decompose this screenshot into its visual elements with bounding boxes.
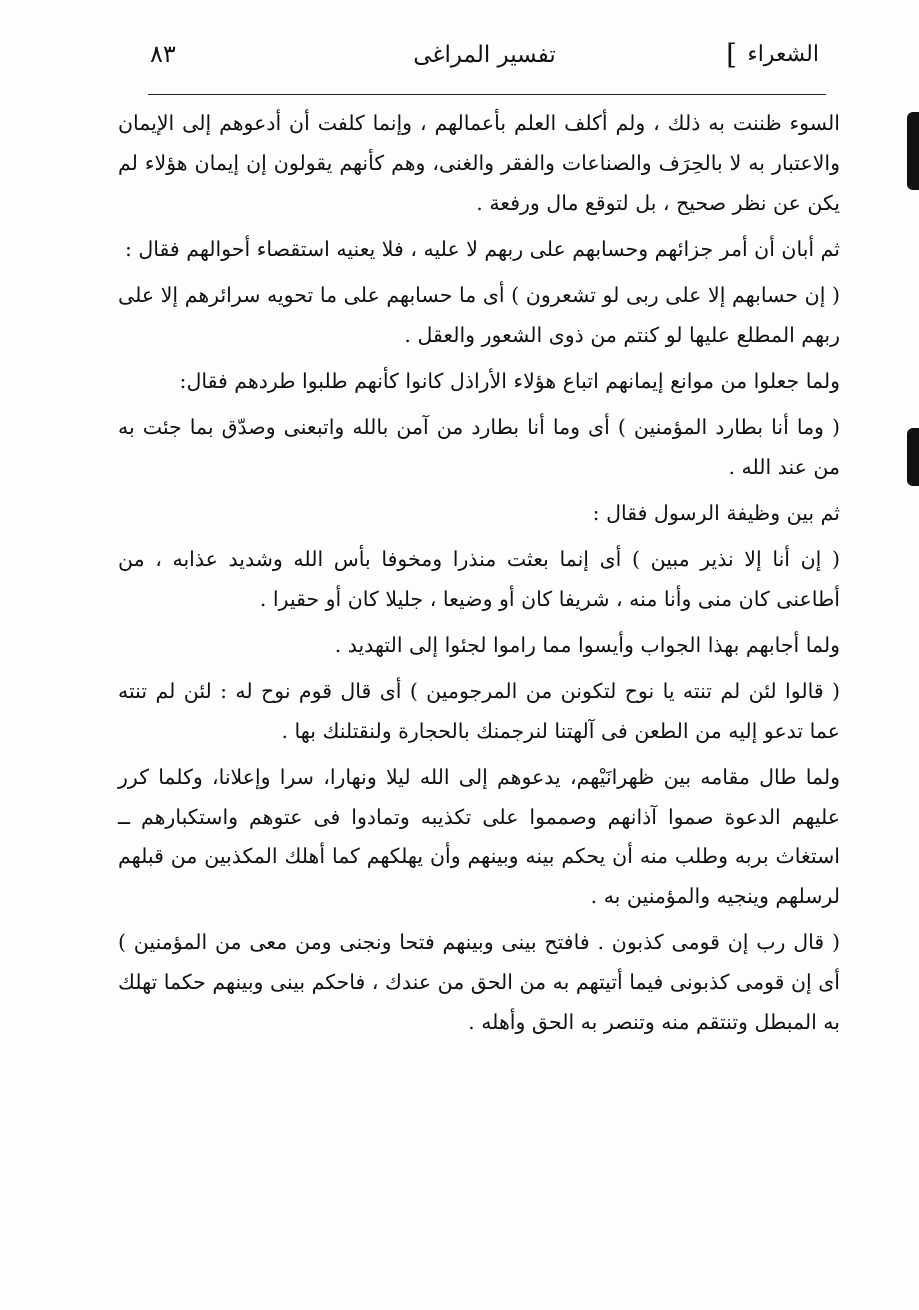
chapter-title: الشعراء: [747, 42, 819, 67]
paragraph: ولما طال مقامه بين ظهرانَيْهم، يدعوهم إلى الله ليلا ونهارا، سرا وإعلانا، وكلما كرر عليهم الدعوة صموا آذانهم وصمموا على تكذيبه وتمادوا فى عتوهم واستكبارهم ــ استغاث بربه وطلب منه أن يحكم بينه وبينهم وأن يهلكهم كما أهلك المكذبين من قبلهم لرسلهم وينجيه والمؤمنين به .: [118, 764, 840, 909]
paragraph: ثم أبان أن أمر جزائهم وحسابهم على ربهم لا عليه ، فلا يعنيه استقصاء أحوالهم فقال :: [124, 236, 840, 261]
scan-edge-mark: [907, 112, 919, 190]
page-header: [150, 36, 819, 82]
header-bracket: ]: [726, 38, 737, 71]
paragraph: ولما أجابهم بهذا الجواب وأيسوا مما راموا لجئوا إلى التهديد .: [334, 632, 840, 657]
page-body: [118, 104, 840, 1049]
paragraph: ثم بين وظيفة الرسول فقال :: [592, 500, 840, 525]
paragraph: ( وما أنا بطارد المؤمنين ) أى وما أنا بطارد من آمن بالله واتبعنى وصدّق بما جئت به من عند الله .: [118, 414, 840, 479]
paragraph: السوء ظننت به ذلك ، ولم أكلف العلم بأعمالهم ، وإنما كلفت أن أدعوهم إلى الإيمان والاعتبار به لا بالحِرَف والصناعات والفقر والغنى، وهم كأنهم يقولون إن إيمان هؤلاء لم يكن عن نظر صحيح ، بل لتوقع مال ورفعة .: [118, 111, 840, 215]
page-number: ٨٣: [150, 40, 176, 68]
paragraph: ولما جعلوا من موانع إيمانهم اتباع هؤلاء الأراذل كانوا كأنهم طلبوا طردهم فقال:: [179, 368, 840, 393]
paragraph: ( قال رب إن قومى كذبون . فافتح بينى وبينهم فتحا ونجنى ومن معى من المؤمنين ) أى إن قومى كذبونى فيما أتيتهم به من الحق من عندك ، فاحكم بينى وبينهم حكما تهلك به المبطل وتنتقم منه وتنصر به الحق وأهله .: [118, 930, 840, 1035]
header-rule: [148, 94, 826, 95]
book-title: تفسير المراغى: [413, 42, 556, 68]
scan-edge-mark: [907, 428, 919, 486]
paragraph: ( إن أنا إلا نذير مبين ) أى إنما بعثت منذرا ومخوفا بأس الله وشديد عذابه ، من أطاعنى كان منى وأنا منه ، شريفا كان أو وضيعا ، جليلا كان أو حقيرا .: [118, 546, 840, 611]
paragraph: ( إن حسابهم إلا على ربى لو تشعرون ) أى ما حسابهم على ما تحويه سرائرهم إلا على ربهم المطلع عليها لو كنتم من ذوى الشعور والعقل .: [118, 282, 840, 347]
paragraph: ( قالوا لئن لم تنته يا نوح لتكونن من المرجومين ) أى قال قوم نوح له : لئن لم تنته عما تدعو إليه من الطعن فى آلهتنا لنرجمنك بالحجارة ولنقتلنك بها .: [118, 678, 840, 743]
